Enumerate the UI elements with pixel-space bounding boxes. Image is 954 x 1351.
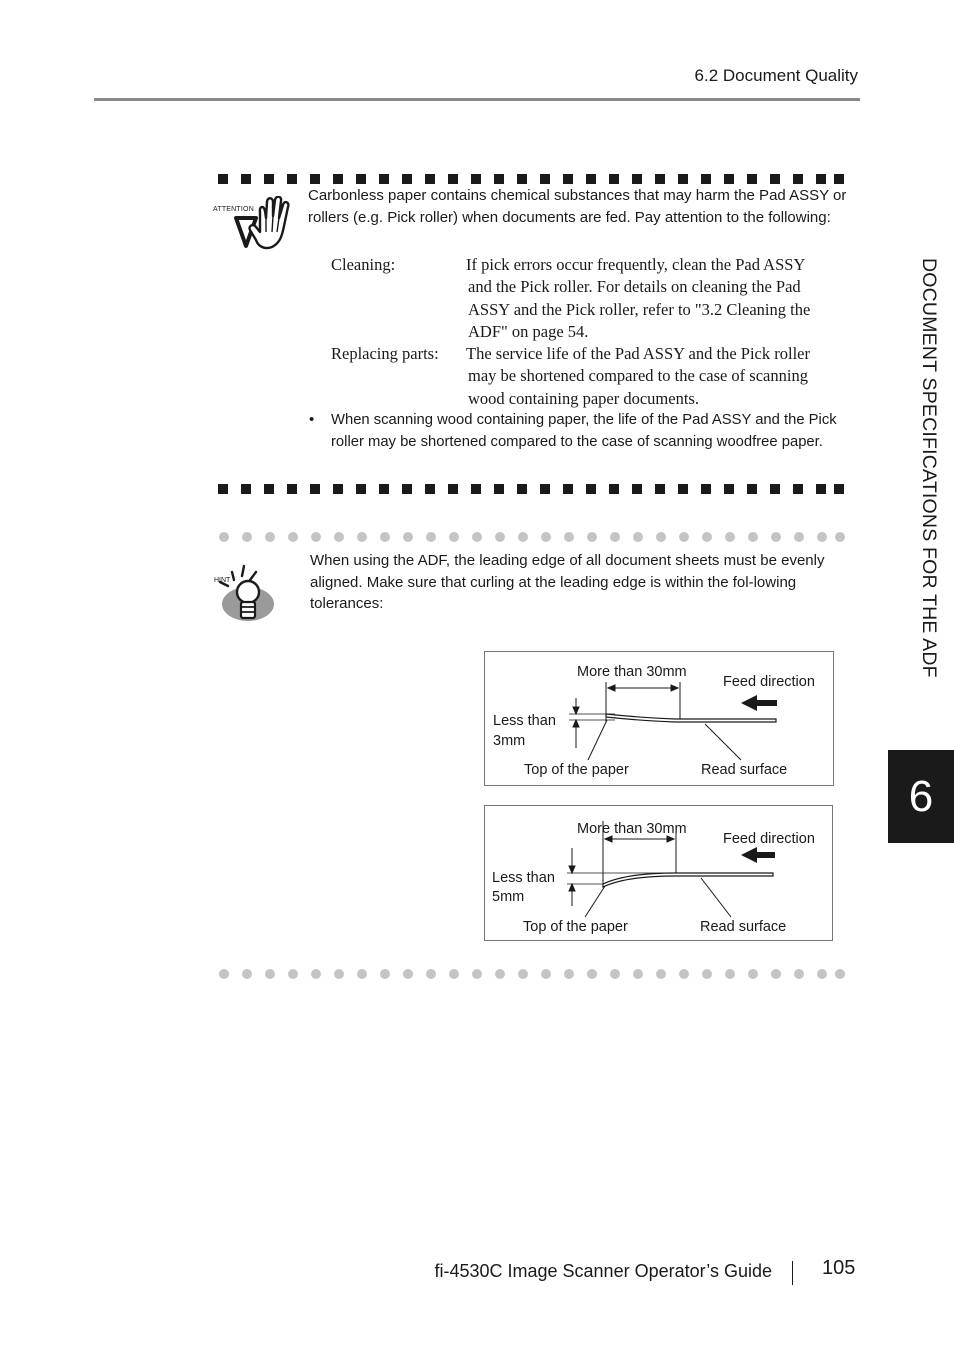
tolerance-label-line1: Less than	[492, 870, 555, 886]
tolerance-label-line2: 5mm	[492, 889, 525, 905]
tolerance-label-line2: 3mm	[493, 733, 526, 749]
footer-separator	[792, 1261, 793, 1285]
replacing-desc	[466, 343, 851, 410]
chapter-title-text: DOCUMENT SPECIFICATIONS FOR THE ADF	[918, 258, 940, 678]
length-label: More than 30mm	[577, 664, 687, 680]
round-dot-divider	[216, 530, 848, 544]
feed-arrow	[741, 847, 775, 863]
paper-curl-figure	[485, 652, 833, 785]
top-of-paper-label: Top of the paper	[524, 762, 629, 778]
curled-paper	[603, 873, 773, 887]
round-dot-divider	[216, 967, 848, 981]
feed-arrow	[741, 695, 777, 711]
lightbulb-icon	[212, 562, 284, 624]
surface-pointer	[701, 878, 731, 917]
cleaning-line: and the Pick roller. For details on cleaning the Pad	[468, 277, 801, 297]
square-dot-divider	[216, 483, 846, 495]
hint-top-divider	[216, 530, 848, 549]
top-of-paper-label: Top of the paper	[523, 919, 628, 935]
feed-direction-label: Feed direction	[723, 674, 815, 690]
attention-label: ATTENTION	[213, 206, 254, 213]
hint-icon	[212, 562, 284, 629]
length-label: More than 30mm	[577, 821, 687, 837]
curl-diagram-5mm	[484, 805, 833, 941]
read-surface-label: Read surface	[700, 919, 787, 935]
cleaning-desc	[466, 254, 851, 343]
page-number: 105	[822, 1257, 856, 1279]
chapter-number-tab: 6	[888, 750, 954, 843]
paper-curl-figure	[485, 806, 832, 940]
replacing-line: wood containing paper documents.	[468, 388, 699, 408]
hint-label: HINT	[214, 577, 231, 584]
hint-bottom-divider	[216, 967, 848, 986]
surface-pointer	[705, 724, 741, 760]
top-pointer	[585, 886, 605, 917]
cleaning-line: ASSY and the Pick roller, refer to "3.2 Cleaning the	[468, 299, 811, 319]
curl-diagram-3mm	[484, 651, 834, 786]
square-dot-divider	[216, 173, 846, 185]
tolerance-label-line1: Less than	[493, 713, 556, 729]
guide-title: fi-4530C Image Scanner Operator’s Guide	[434, 1261, 772, 1281]
section-header: 6.2 Document Quality	[694, 66, 858, 85]
attention-bullet-text: When scanning wood containing paper, the life of the Pad ASSY and the Pick roller may be shortened compared to the case of scanning woodfree paper.	[331, 412, 837, 450]
attention-intro: Carbonless paper contains chemical substances that may harm the Pad ASSY or rollers (e.g. Pick roller) when documents are fed. Pay attention to the following:	[308, 187, 847, 226]
top-pointer	[588, 720, 607, 760]
cleaning-term: Cleaning:	[331, 255, 396, 274]
hint-text: When using the ADF, the leading edge of all document sheets must be evenly aligned. Make sure that curling at the leading edge is within the fol-lowing tolerances:	[310, 552, 825, 612]
bullet-dot: •	[309, 411, 315, 428]
replacing-line: may be shortened compared to the case of scanning	[468, 366, 808, 386]
cleaning-line: If pick errors occur frequently, clean the Pad ASSY	[466, 255, 806, 274]
dimension-lines	[569, 682, 680, 748]
read-surface-label: Read surface	[701, 762, 788, 778]
replacing-term: Replacing parts:	[331, 344, 439, 363]
cleaning-line: ADF" on page 54.	[468, 321, 589, 341]
attention-bottom-divider	[216, 482, 846, 500]
feed-direction-label: Feed direction	[723, 831, 815, 847]
replacing-line: The service life of the Pad ASSY and the Pick roller	[466, 344, 810, 363]
header-rule	[94, 98, 860, 101]
hand-warning-icon	[212, 196, 294, 252]
curled-paper	[606, 714, 776, 722]
chapter-side-title	[916, 258, 946, 758]
